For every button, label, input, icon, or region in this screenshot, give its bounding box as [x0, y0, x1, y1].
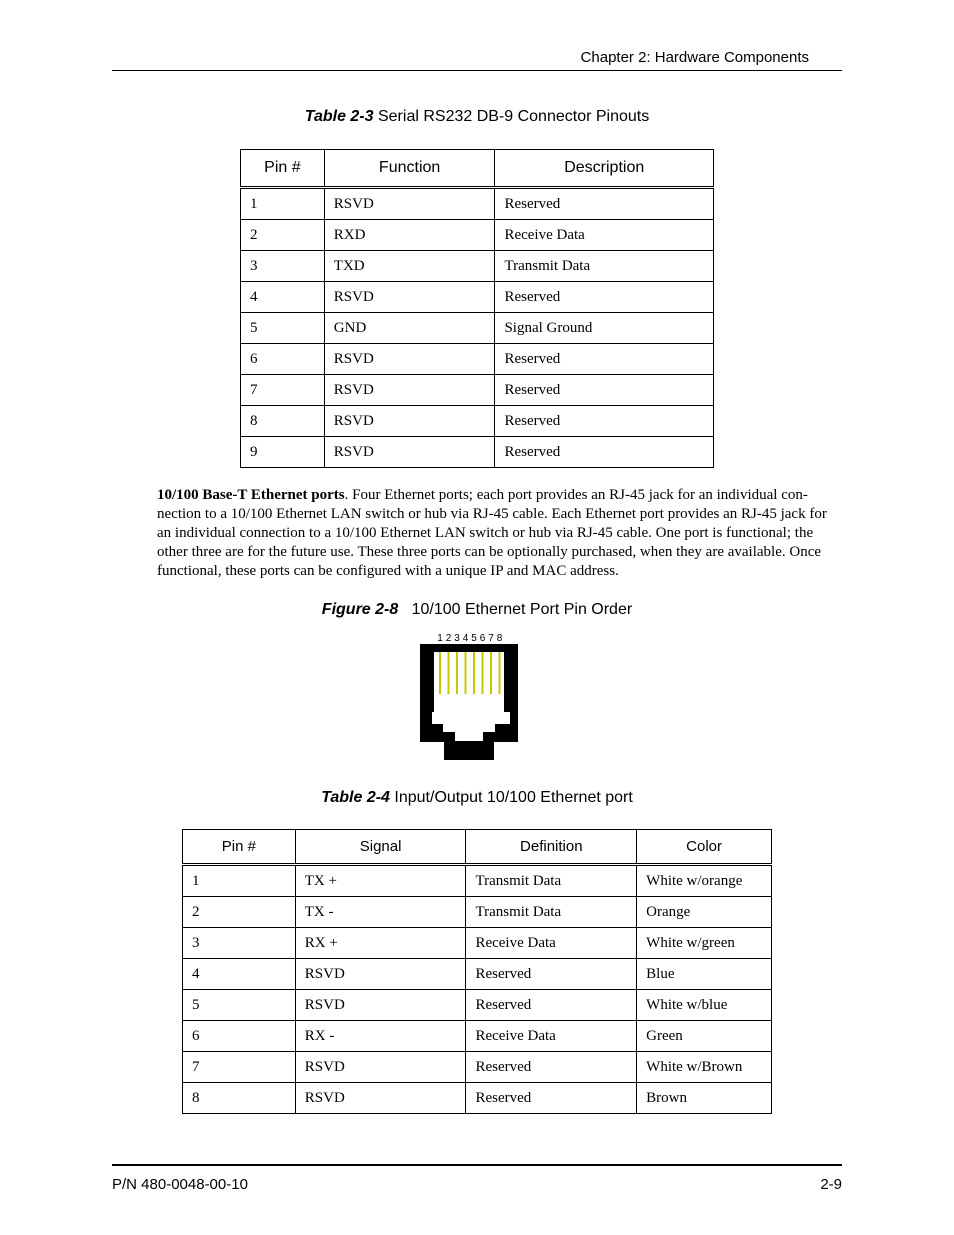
figure-2-8-label: Figure 2-8: [321, 601, 399, 618]
pin-number-label: 4: [462, 633, 469, 644]
rj45-jack-diagram: [410, 628, 530, 763]
table-cell: 5: [183, 990, 296, 1021]
table-cell: RSVD: [295, 1083, 466, 1114]
table-cell: Green: [637, 1021, 772, 1052]
paragraph-heading: 10/100 Base-T Ethernet ports: [157, 487, 345, 503]
column-header-signal: Signal: [295, 830, 466, 865]
table-cell: 1: [241, 188, 325, 220]
column-header-function: Function: [324, 150, 495, 188]
table-cell: RSVD: [295, 1052, 466, 1083]
table-row: [241, 406, 714, 437]
table-cell: Reserved: [495, 437, 714, 468]
figure-2-8-caption: [0, 601, 954, 619]
table-header-row: [241, 150, 714, 188]
footer-rule: [112, 1164, 842, 1166]
table-row: [241, 375, 714, 406]
figure-2-8-title: 10/100 Ethernet Port Pin Order: [411, 601, 633, 618]
table-cell: Orange: [637, 897, 772, 928]
table-cell: RSVD: [324, 406, 495, 437]
table-cell: White w/Brown: [637, 1052, 772, 1083]
table-cell: RSVD: [324, 282, 495, 313]
table-cell: RX -: [295, 1021, 466, 1052]
table-cell: Reserved: [466, 990, 637, 1021]
table-cell: RSVD: [324, 344, 495, 375]
table-cell: 3: [183, 928, 296, 959]
table-row: [241, 188, 714, 220]
table-row: [183, 897, 772, 928]
table-cell: TX -: [295, 897, 466, 928]
db9-pinout-table: [240, 149, 714, 468]
table-cell: Transmit Data: [495, 251, 714, 282]
column-header-description: Description: [495, 150, 714, 188]
table-cell: GND: [324, 313, 495, 344]
table-row: [183, 865, 772, 897]
table-row: [183, 959, 772, 990]
table-cell: 1: [183, 865, 296, 897]
part-number: P/N 480-0048-00-10: [112, 1176, 248, 1193]
table-cell: RSVD: [324, 437, 495, 468]
table-cell: RSVD: [295, 990, 466, 1021]
table-row: [241, 344, 714, 375]
table-row: [183, 1021, 772, 1052]
table-row: [183, 928, 772, 959]
pin-number-label: 2: [445, 633, 452, 644]
pin-number-label: 3: [454, 633, 460, 644]
table-cell: Receive Data: [495, 220, 714, 251]
column-header-pin: Pin #: [183, 830, 296, 865]
table-cell: Reserved: [495, 406, 714, 437]
table-cell: Signal Ground: [495, 313, 714, 344]
pin-number-label: 1: [437, 633, 443, 644]
table-cell: Transmit Data: [466, 897, 637, 928]
table-cell: RSVD: [324, 188, 495, 220]
pin-number-label: 8: [496, 633, 503, 644]
table-2-4-title: Input/Output 10/100 Ethernet port: [394, 789, 633, 806]
table-cell: 6: [241, 344, 325, 375]
column-header-color: Color: [637, 830, 772, 865]
table-cell: RSVD: [295, 959, 466, 990]
table-2-3-label: Table 2-3: [304, 108, 374, 125]
table-cell: Receive Data: [466, 1021, 637, 1052]
table-cell: 6: [183, 1021, 296, 1052]
table-row: [183, 1052, 772, 1083]
table-header-row: [183, 830, 772, 865]
page-number: 2-9: [820, 1176, 842, 1193]
table-cell: Blue: [637, 959, 772, 990]
table-cell: Reserved: [495, 375, 714, 406]
table-row: [241, 220, 714, 251]
table-2-3-caption: [0, 108, 954, 126]
table-cell: RX +: [295, 928, 466, 959]
table-cell: White w/blue: [637, 990, 772, 1021]
header-rule: [112, 70, 842, 71]
pin-number-label: 6: [479, 633, 486, 644]
table-cell: White w/orange: [637, 865, 772, 897]
table-cell: 2: [183, 897, 296, 928]
table-cell: Reserved: [466, 959, 637, 990]
table-cell: Reserved: [466, 1083, 637, 1114]
table-row: [241, 313, 714, 344]
table-cell: 4: [183, 959, 296, 990]
table-row: [241, 282, 714, 313]
table-cell: TXD: [324, 251, 495, 282]
table-cell: 2: [241, 220, 325, 251]
column-header-definition: Definition: [466, 830, 637, 865]
table-2-4-label: Table 2-4: [321, 789, 390, 806]
running-header: Chapter 2: Hardware Components: [580, 49, 809, 66]
table-cell: White w/green: [637, 928, 772, 959]
table-cell: Reserved: [495, 282, 714, 313]
table-cell: Transmit Data: [466, 865, 637, 897]
column-header-pin: Pin #: [241, 150, 325, 188]
table-cell: 9: [241, 437, 325, 468]
table-cell: TX +: [295, 865, 466, 897]
paragraph-body: . Four Ethernet ports; each port provides an RJ-45 jack for an individual con-nection to a 10/100 Ethernet LAN switch or hub via RJ-45 cable. Each Ethernet port provides an RJ-45 jack for an individual connection to a 10/100 Ethernet LAN switch or hub via RJ-45 cable. One port is functional; the other three are for the future use. These three ports can be optionally purchased, when they are available. Once functional, these ports can be configured with a unique IP and MAC address.: [157, 487, 827, 579]
table-cell: 7: [183, 1052, 296, 1083]
table-2-4-caption: [0, 789, 954, 807]
pin-number-label: 5: [471, 633, 477, 644]
table-cell: Brown: [637, 1083, 772, 1114]
table-cell: 8: [183, 1083, 296, 1114]
table-row: [241, 251, 714, 282]
table-cell: 8: [241, 406, 325, 437]
table-row: [241, 437, 714, 468]
table-row: [183, 1083, 772, 1114]
table-cell: Reserved: [495, 188, 714, 220]
table-2-3-title: Serial RS232 DB-9 Connector Pinouts: [377, 108, 650, 125]
table-cell: 4: [241, 282, 325, 313]
table-cell: RXD: [324, 220, 495, 251]
table-cell: 7: [241, 375, 325, 406]
table-cell: Reserved: [495, 344, 714, 375]
table-cell: 5: [241, 313, 325, 344]
table-cell: Receive Data: [466, 928, 637, 959]
table-row: [183, 990, 772, 1021]
ethernet-ports-paragraph: [157, 486, 842, 581]
table-cell: 3: [241, 251, 325, 282]
table-cell: Reserved: [466, 1052, 637, 1083]
pin-number-label: 7: [488, 633, 494, 644]
table-cell: RSVD: [324, 375, 495, 406]
ethernet-pinout-table: [182, 829, 772, 1114]
